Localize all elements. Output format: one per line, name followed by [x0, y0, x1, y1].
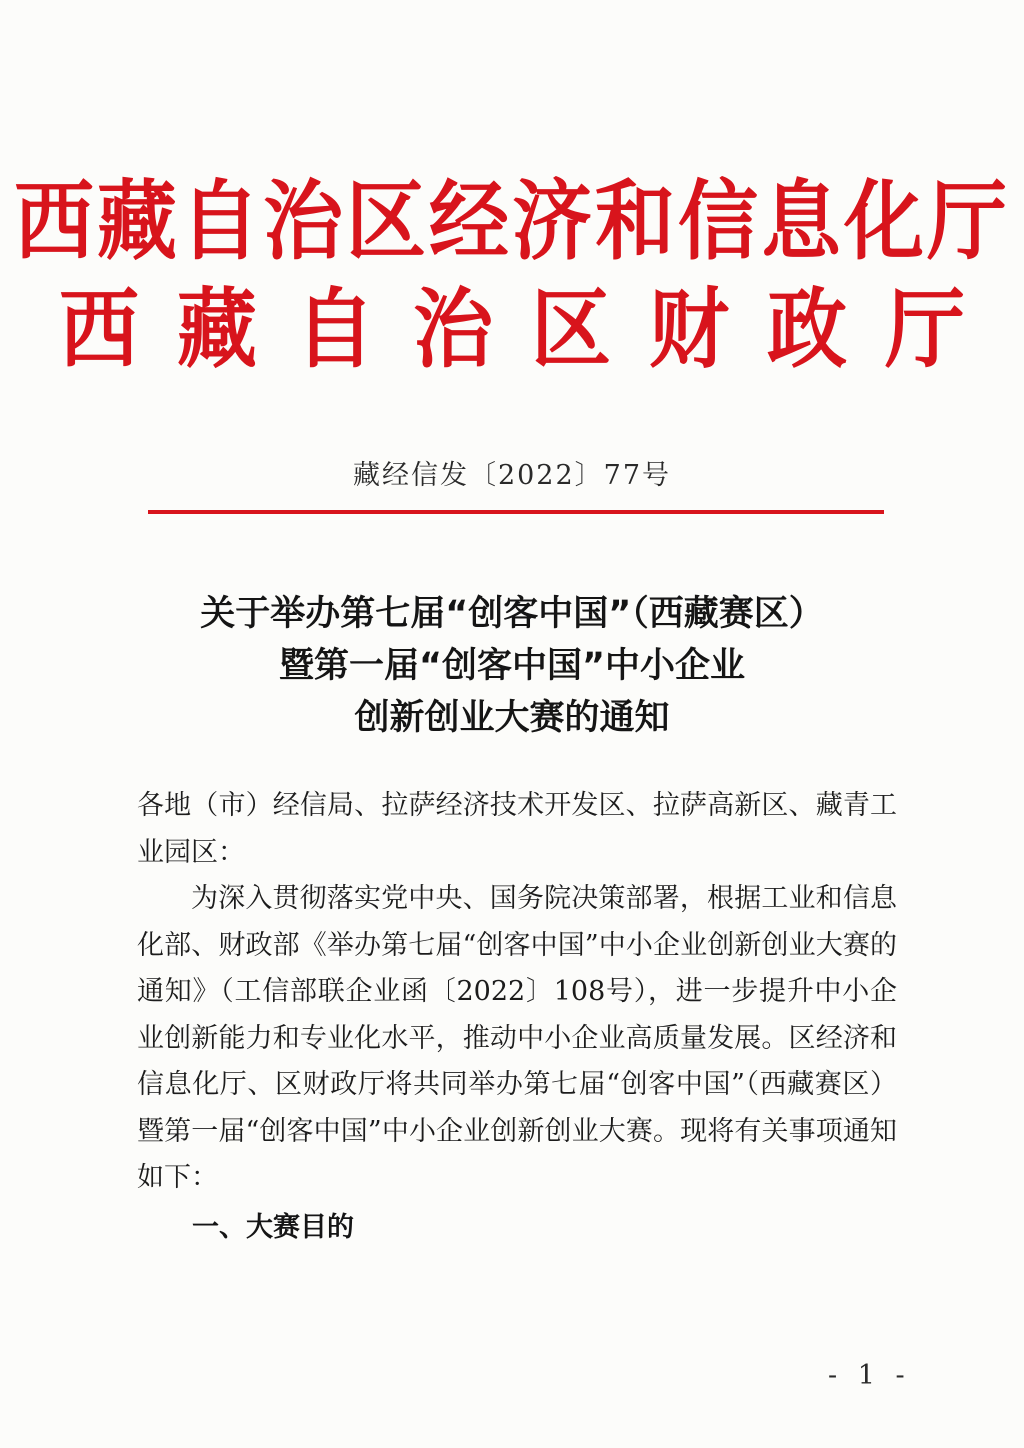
section-heading-1: 一、大赛目的: [192, 1212, 354, 1243]
red-divider-line: [148, 510, 884, 514]
addressee: 各地（市）经信局、拉萨经济技术开发区、拉萨高新区、藏青工业园区：: [137, 790, 897, 868]
page-number: - 1 -: [828, 1360, 911, 1391]
notice-title-line-3: 创新创业大赛的通知: [354, 698, 670, 738]
issuer-name-2: 西藏自治区财政厅: [59, 279, 1003, 380]
body-paragraph-1: 为深入贯彻落实党中央、国务院决策部署，根据工业和信息化部、财政部《举办第七届“创客中国”中小企业创新创业大赛的通知》（工信部联企业函〔2022〕108号），进一步提升中小企业创新能力和专业化水平，推动中小企业高质量发展。区经济和信息化厅、区财政厅将共同举办第七届“创客中国”（西藏赛区）暨第一届“创客中国”中小企业创新创业大赛。现将有关事项通知如下：: [137, 883, 897, 1193]
notice-title-line-1: 关于举办第七届“创客中国”（西藏赛区）: [200, 594, 824, 634]
body-text: [137, 783, 897, 1202]
document-number: 藏经信发〔2022〕77号: [352, 460, 672, 491]
issuer-name-1: 西藏自治区经济和信息化厅: [14, 171, 1010, 272]
notice-title: [0, 588, 1024, 744]
notice-title-line-2: 暨第一届“创客中国”中小企业: [278, 646, 745, 686]
